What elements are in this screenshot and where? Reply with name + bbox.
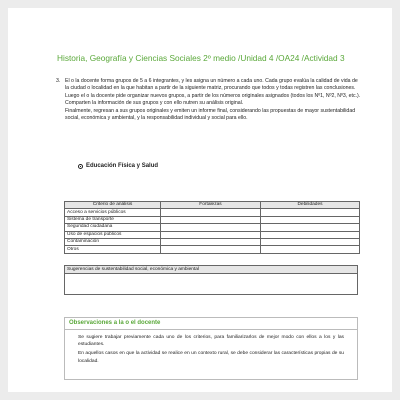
criteria-table	[64, 201, 360, 254]
strengths-cell[interactable]	[161, 216, 261, 223]
observations-title: Observaciones a la o el docente	[65, 318, 357, 330]
observation-paragraph: En aquellos casos en que la actividad se realice en un contexto rural, se debe considerar las características propias de su localidad.	[78, 351, 344, 364]
column-header: Fortalezas	[161, 202, 261, 209]
weaknesses-cell[interactable]	[261, 224, 360, 231]
strengths-cell[interactable]	[161, 231, 261, 238]
observations-box	[64, 317, 358, 380]
table-row	[65, 209, 360, 216]
weaknesses-cell[interactable]	[261, 238, 360, 245]
table-row	[65, 216, 360, 223]
table-header-row	[65, 202, 360, 209]
criterion-cell: Contaminación	[65, 238, 161, 245]
activity-item	[56, 78, 363, 122]
table-row	[65, 224, 360, 231]
table-row	[65, 246, 360, 253]
weaknesses-cell[interactable]	[261, 231, 360, 238]
criterion-cell: Acceso a servicios públicos	[65, 209, 161, 216]
suggestions-box	[64, 265, 358, 295]
document-page	[8, 8, 392, 392]
criterion-cell: Seguridad ciudadana	[65, 224, 161, 231]
activity-number: 3.	[56, 78, 61, 84]
strengths-cell[interactable]	[161, 209, 261, 216]
strengths-cell[interactable]	[161, 238, 261, 245]
suggestions-answer-area[interactable]	[65, 274, 357, 296]
column-header: Criterio de análisis	[65, 202, 161, 209]
observations-body	[65, 330, 357, 365]
observation-paragraph: Se sugiere trabajar previamente cada uno de los criterios, para familiarizarlos de mejor modo con ellos a los y las estudiantes.	[78, 335, 344, 348]
criterion-cell: Uso de espacios públicos	[65, 231, 161, 238]
table-row	[65, 238, 360, 245]
activity-paragraph: Finalmente, regresan a sus grupos originales y emiten un informe final, considerando las propuestas de mayor sustentabilidad social, económica y ambiental, y la responsabilidad individual y social para ello.	[65, 107, 356, 122]
weaknesses-cell[interactable]	[261, 216, 360, 223]
strengths-cell[interactable]	[161, 224, 261, 231]
suggestions-header: Sugerencias de sustentabilidad social, económica y ambiental	[65, 266, 357, 274]
criterion-cell: Otros	[65, 246, 161, 253]
criterion-cell: Sistema de transporte	[65, 216, 161, 223]
table-row	[65, 231, 360, 238]
column-header: Debilidades	[261, 202, 360, 209]
subject-tag	[78, 163, 158, 169]
weaknesses-cell[interactable]	[261, 246, 360, 253]
weaknesses-cell[interactable]	[261, 209, 360, 216]
strengths-cell[interactable]	[161, 246, 261, 253]
target-icon	[78, 164, 83, 169]
page-title: Historia, Geografía y Ciencias Sociales 2º medio /Unidad 4 /OA24 /Actividad 3	[57, 53, 345, 63]
activity-paragraph: El o la docente forma grupos de 5 a 6 integrantes, y les asigna un número a cada uno. Cada grupo evalúa la calidad de vida de la ciudad o localidad en la que habitan a partir de la siguiente matriz, procurando que todos y todas registren las conclusiones. Luego el o la docente pide organizar nuevos grupos, a partir de los números originales asignados (todos los Nº1, Nº2, Nº3, etc.). Comparten la información de sus grupos y con ello nutren su análisis original.	[65, 78, 361, 107]
subject-label: Educación Física y Salud	[86, 163, 159, 169]
